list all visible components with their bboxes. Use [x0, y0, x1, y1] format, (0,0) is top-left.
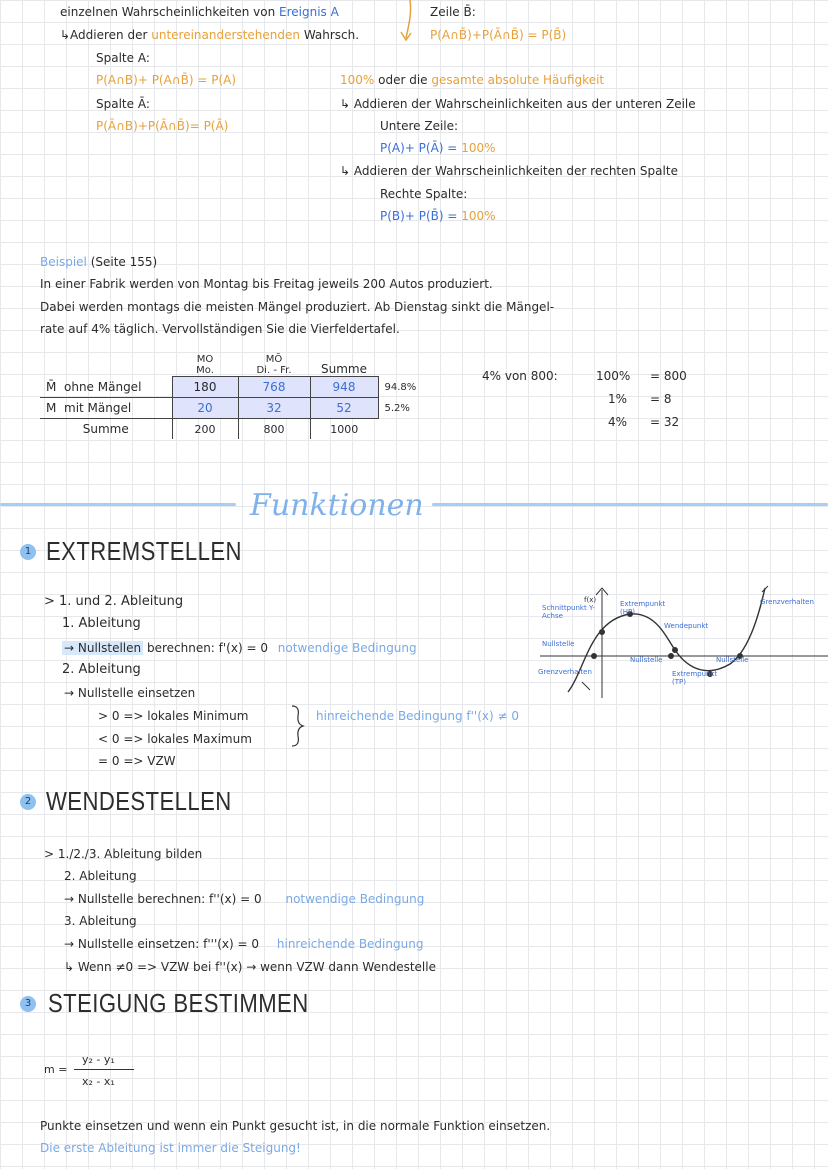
highlight-text: gesamte absolute Häufigkeit [431, 73, 605, 87]
list-item [64, 936, 423, 952]
cell: 200 [172, 419, 238, 440]
list-item: → Nullstelle einsetzen [64, 686, 196, 700]
cell: 20 [172, 398, 238, 419]
text: ↳Addieren der [60, 28, 148, 42]
list-item: 1. Ableitung [62, 616, 141, 631]
list-item: 2. Ableitung [62, 662, 141, 677]
value: 100% [461, 141, 496, 155]
graph-label: Nullstelle [716, 656, 749, 664]
vierfeldertafel [40, 354, 430, 439]
graph-label: Schnittpunkt Y-Achse [542, 604, 595, 620]
text: berechnen: f'(x) = 0 [146, 641, 268, 655]
formula-numerator: y₂ - y₁ [82, 1053, 115, 1066]
formula-a: P(A∩B)+ P(A∩B̄) = P(A) [96, 73, 237, 87]
case-item: > 0 => lokales Minimum [98, 709, 249, 723]
graph-label: Nullstelle [630, 656, 663, 664]
list-item [64, 891, 424, 907]
section-number: 3 [20, 996, 36, 1012]
row-percent [378, 419, 430, 440]
cell: 800 [238, 419, 310, 440]
text: einzelnen Wahrscheinlichkeiten von [60, 5, 276, 19]
graph-label: Extrempunkt (TP) [672, 670, 718, 686]
zeile-b-label: Zeile B̄: [430, 5, 476, 19]
formula-abar: P(Ā∩B)+P(Ā∩B̄)= P(Ā) [96, 119, 229, 133]
event-label: Ereignis A [279, 5, 339, 19]
calc-pct: 4% [608, 415, 628, 429]
percent: 100% [340, 73, 375, 87]
beispiel-heading [40, 254, 157, 270]
calc-pct: 1% [608, 392, 628, 406]
divider-left [0, 503, 236, 506]
calc-val: = 800 [650, 369, 687, 383]
formula-b: P(A∩B̄)+P(Ā∩B̄) = P(B̄) [430, 28, 567, 42]
condition-note: notwendige Bedingung [285, 892, 425, 906]
condition-note: notwendige Bedingung [277, 641, 417, 655]
note-text: Punkte einsetzen und wenn ein Punkt gesucht ist, in die normale Funktion einsetzen. [40, 1119, 551, 1133]
graph-label: Grenzverhalten [538, 668, 592, 676]
page-ref: (Seite 155) [90, 255, 158, 269]
formula-pa [380, 140, 496, 156]
brace-icon [290, 704, 306, 748]
calc-label: 4% von 800: [482, 369, 558, 383]
spalte-abar-label: Spalte Ā: [96, 97, 150, 111]
highlight-text: → Nullstellen [64, 641, 142, 655]
formula-denominator: x₂ - x₁ [82, 1075, 115, 1088]
row-label: M mit Mängel [40, 398, 172, 419]
text-line [60, 4, 339, 20]
row-percent: 94.8% [384, 381, 417, 393]
list-item: 3. Ableitung [64, 914, 137, 928]
condition-note: hinreichende Bedingung [276, 937, 424, 951]
text-line [340, 72, 604, 88]
col-header-summe: Summe [321, 362, 367, 376]
rechte-spalte-label: Rechte Spalte: [380, 187, 468, 201]
section-heading: WENDESTELLEN [46, 786, 232, 816]
col-header-mo: MO Mo. [196, 354, 214, 376]
beispiel-text: In einer Fabrik werden von Montag bis Freitag jeweils 200 Autos produziert. [40, 277, 493, 291]
formula: P(B)+ P(B̄) = [380, 209, 458, 223]
graph-label: f(x) [584, 596, 597, 604]
beispiel-text: rate auf 4% täglich. Vervollständigen Sie die Vierfeldertafel. [40, 322, 400, 336]
section-heading: EXTREMSTELLEN [46, 536, 242, 566]
section-number: 1 [20, 544, 36, 560]
spalte-a-label: Spalte A: [96, 51, 150, 65]
list-item: 2. Ableitung [64, 869, 137, 883]
cell: 52 [310, 398, 378, 419]
graph-label: Grenzverhalten [760, 598, 814, 606]
beispiel-label: Beispiel [40, 255, 87, 269]
cell: 32 [238, 398, 310, 419]
list-item [62, 640, 417, 656]
section-number: 2 [20, 794, 36, 810]
beispiel-text: Dabei werden montags die meisten Mängel produziert. Ab Dienstag sinkt die Mängel- [40, 300, 555, 314]
text-line [60, 27, 359, 43]
list-item: > 1./2./3. Ableitung bilden [44, 847, 203, 861]
value: 100% [461, 209, 496, 223]
divider-right [432, 503, 828, 506]
case-item: < 0 => lokales Maximum [98, 732, 252, 746]
row-label: Summe [82, 422, 129, 436]
graph-label: Extrempunkt (HP) [620, 600, 666, 616]
calc-val: = 32 [650, 415, 680, 429]
cell: 948 [310, 377, 378, 398]
list-item: ↳ Wenn ≠0 => VZW bei f''(x) → wenn VZW dann Wendestelle [64, 960, 436, 974]
calc-pct: 100% [596, 369, 631, 383]
graph-label: Nullstelle [542, 640, 575, 648]
section-heading: STEIGUNG BESTIMMEN [48, 988, 309, 1018]
cell: 1000 [330, 422, 359, 436]
text: → Nullstelle einsetzen: f'''(x) = 0 [64, 937, 260, 951]
text: oder die [378, 73, 428, 87]
highlight-text: untereinanderstehenden [151, 28, 300, 42]
note-highlight: Die erste Ableitung ist immer die Steigung! [40, 1141, 301, 1155]
case-item: = 0 => VZW [98, 754, 176, 768]
graph-label: Wendepunkt [664, 622, 709, 630]
cell: 180 [172, 377, 238, 398]
rule-text: ↳ Addieren der Wahrscheinlichkeiten der rechten Spalte [340, 164, 678, 178]
list-item: > 1. und 2. Ableitung [44, 594, 184, 609]
formula-pb [380, 208, 496, 224]
untere-zeile-label: Untere Zeile: [380, 119, 459, 133]
cell: 768 [238, 377, 310, 398]
arrow-icon [390, 0, 430, 50]
row-label: M̄ ohne Mängel [40, 377, 172, 398]
row-percent: 5.2% [384, 402, 410, 414]
section-title: Funktionen [250, 488, 424, 523]
text: Wahrsch. [303, 28, 360, 42]
fraction-line [74, 1069, 134, 1070]
condition-note: hinreichende Bedingung f''(x) ≠ 0 [316, 709, 519, 723]
rule-text: ↳ Addieren der Wahrscheinlichkeiten aus der unteren Zeile [340, 97, 696, 111]
col-header-mo-bar: MŌ Di. - Fr. [256, 354, 292, 376]
formula-label: m = [44, 1063, 68, 1076]
text: → Nullstelle berechnen: f''(x) = 0 [64, 892, 262, 906]
formula: P(A)+ P(Ā) = [380, 141, 458, 155]
calc-val: = 8 [650, 392, 672, 406]
